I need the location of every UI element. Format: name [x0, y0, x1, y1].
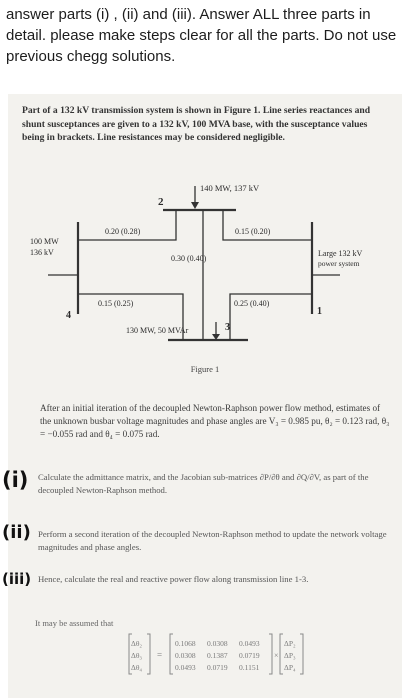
matrix-cell: 0.1151: [239, 663, 260, 672]
bus-4-source-line1: 100 MW: [30, 237, 59, 246]
bus-1-system-line2: power system: [318, 259, 360, 268]
part-i-marker: (i): [2, 468, 29, 492]
bus-3-number: 3: [225, 322, 230, 333]
bus-2-number: 2: [158, 196, 164, 208]
matrix-cell: 0.0308: [175, 651, 196, 660]
line-4-3-label: 0.15 (0.25): [98, 299, 134, 308]
matrix-rhs-3: ΔP₄: [284, 663, 296, 672]
part-iii-marker: (iii): [2, 570, 32, 588]
part-ii-marker: (ii): [2, 522, 31, 543]
question-text: answer parts (i) , (ii) and (iii). Answer ALL three parts in detail. please make steps clear for all the parts. Do not use previous chegg solutions.: [6, 6, 397, 65]
matrix-cell: 0.1387: [207, 651, 228, 660]
line-2-3-label: 0.30 (0.40): [171, 254, 207, 263]
bus-2-load: 140 MW, 137 kV: [200, 183, 260, 193]
bus-4-source-line2: 136 kV: [30, 248, 54, 257]
matrix-cell: 0.0493: [239, 639, 260, 648]
matrix-lhs-3: Δθ₄: [131, 663, 143, 672]
matrix-cell: 0.0493: [175, 663, 196, 672]
matrix-cell: 0.0308: [207, 639, 228, 648]
matrix-lhs-2: Δθ₃: [131, 651, 143, 660]
bus-3-load: 130 MW, 50 MVAr: [126, 326, 189, 335]
svg-text:×: ×: [274, 651, 279, 660]
part-ii-text: Perform a second iteration of the decoupled Newton-Raphson method to update the network voltage magnitudes and phase angles.: [38, 529, 387, 552]
matrix-rhs-1: ΔP₂: [284, 639, 296, 648]
network-diagram: [8, 182, 402, 392]
matrix-lhs-1: Δθ₂: [131, 639, 143, 648]
problem-image: [2, 94, 402, 698]
initial-iteration-text: After an initial iteration of the decoupled Newton-Raphson power flow method, estimates of the unknown busbar voltage magnitudes and phase angles are V₃ = 0.985 pu, θ₂ = 0.123 rad, θ₃ = −0.055 rad and θ₄ = 0.075 rad.: [40, 403, 390, 440]
problem-intro: Part of a 132 kV transmission system is shown in Figure 1. Line series reactances and shunt susceptances are given to a 132 kV, 100 MVA base, with the susceptance values being in brackets. Line resistances may be considered negligible.: [22, 105, 371, 143]
svg-text:=: =: [157, 650, 163, 660]
part-i-text: Calculate the admittance matrix, and the Jacobian sub-matrices ∂P/∂θ and ∂Q/∂V, as part of the decoupled Newton-Raphson method.: [38, 472, 369, 495]
line-4-2-label: 0.20 (0.28): [105, 227, 141, 236]
matrix-cell: 0.0719: [239, 651, 260, 660]
bus-4-number: 4: [66, 310, 71, 321]
line-3-1-label: 0.25 (0.40): [234, 299, 270, 308]
assumption-text: It may be assumed that: [35, 618, 114, 628]
matrix-cell: 0.0719: [207, 663, 228, 672]
matrix-cell: 0.1068: [175, 639, 196, 648]
part-iii-text: Hence, calculate the real and reactive power flow along transmission line 1-3.: [38, 574, 309, 584]
line-2-1-label: 0.15 (0.20): [235, 227, 271, 236]
figure-caption: Figure 1: [190, 364, 220, 374]
bus-1-number: 1: [317, 306, 322, 317]
matrix-rhs-2: ΔP₃: [284, 651, 296, 660]
bus-1-system-line1: Large 132 kV: [318, 249, 363, 258]
